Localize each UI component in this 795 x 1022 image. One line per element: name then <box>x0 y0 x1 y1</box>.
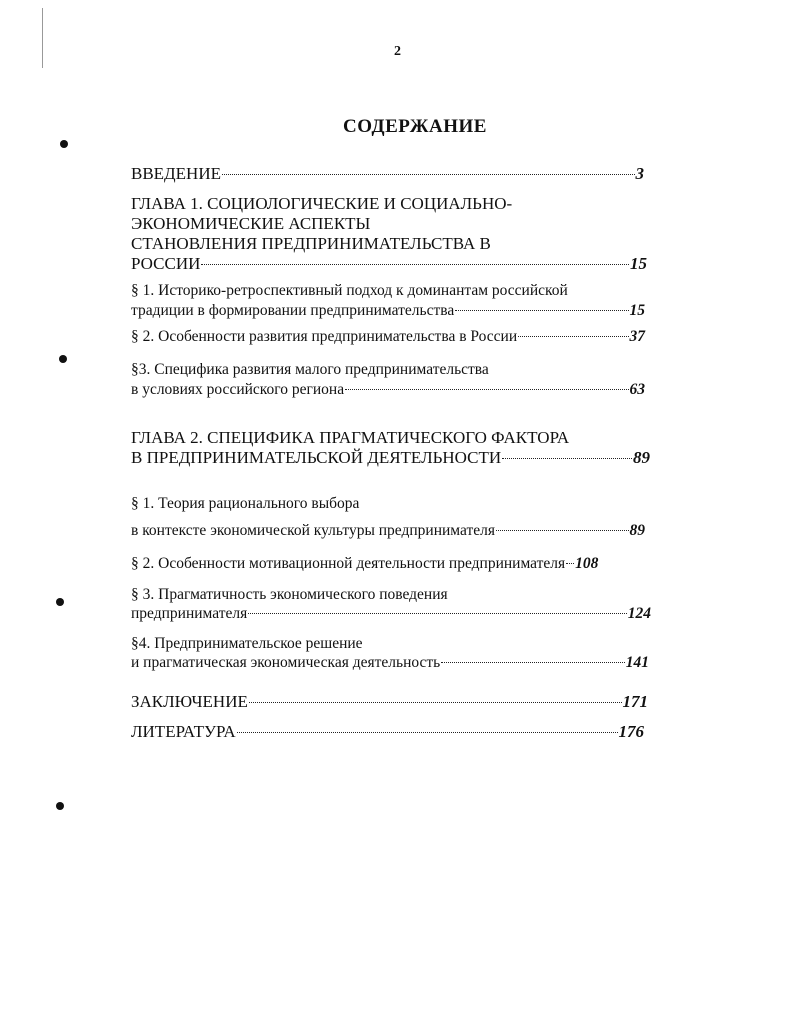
toc-entry-ch2-s1 <box>131 521 645 541</box>
toc-entry-label: в условиях российского региона <box>131 381 345 398</box>
dot-leader <box>441 662 625 663</box>
ch2-s4-line1: §4. Предпринимательское решение <box>131 635 363 652</box>
toc-entry-label: § 2. Особенности развития предпринимательства в России <box>131 328 518 345</box>
toc-entry-ch2-s4 <box>131 653 649 673</box>
toc-entry-ch1-s1 <box>131 301 645 321</box>
chapter1-title-line2: ЭКОНОМИЧЕСКИЕ АСПЕКТЫ <box>131 214 371 233</box>
toc-entry-label: § 2. Особенности мотивационной деятельности предпринимателя <box>131 555 566 572</box>
toc-entry-label: ЛИТЕРАТУРА <box>131 722 236 741</box>
toc-entry-ch1-s3 <box>131 380 645 400</box>
binding-hole-mark <box>59 355 67 363</box>
dot-leader <box>249 702 622 703</box>
toc-entry-page: 108 <box>575 555 599 572</box>
page-number: 2 <box>394 44 401 59</box>
toc-entry-page: 89 <box>629 522 645 539</box>
toc-entry-conclusion <box>131 692 648 712</box>
ch1-s1-line1: § 1. Историко-ретроспективный подход к доминантам российской <box>131 282 568 299</box>
dot-leader <box>248 613 627 614</box>
toc-entry-page: 63 <box>629 381 645 398</box>
toc-entry-page: 124 <box>627 605 651 622</box>
toc-entry-ch2-s2 <box>131 554 652 574</box>
ch2-s3-line1: § 3. Прагматичность экономического поведения <box>131 586 448 603</box>
chapter1-title-line1: ГЛАВА 1. СОЦИОЛОГИЧЕСКИЕ И СОЦИАЛЬНО- <box>131 194 513 213</box>
toc-entry-ch1-s2 <box>131 327 645 347</box>
toc-entry-page: 176 <box>618 722 644 741</box>
dot-leader <box>222 174 635 175</box>
toc-entry-label: традиции в формировании предпринимательства <box>131 302 455 319</box>
toc-entry-chapter2 <box>131 448 650 468</box>
binding-hole-mark <box>60 140 68 148</box>
dot-leader <box>455 310 628 311</box>
toc-entry-ch2-s3 <box>131 604 651 624</box>
toc-entry-chapter1 <box>131 254 647 274</box>
dot-leader <box>502 458 632 459</box>
dot-leader <box>345 389 628 390</box>
page-title: СОДЕРЖАНИЕ <box>343 116 487 137</box>
toc-entry-page: 37 <box>629 328 645 345</box>
binding-hole-mark <box>56 598 64 606</box>
toc-entry-literature <box>131 722 644 742</box>
dot-leader <box>566 563 574 564</box>
toc-entry-page: 15 <box>629 302 645 319</box>
toc-entry-intro <box>131 164 644 184</box>
dot-leader <box>518 336 628 337</box>
toc-entry-label: В ПРЕДПРИНИМАТЕЛЬСКОЙ ДЕЯТЕЛЬНОСТИ <box>131 448 502 467</box>
toc-entry-label: в контексте экономической культуры предпринимателя <box>131 522 495 539</box>
toc-entry-page: 89 <box>633 448 650 467</box>
ch1-s3-line1: §3. Специфика развития малого предпринимательства <box>131 361 489 378</box>
toc-entry-label: ЗАКЛЮЧЕНИЕ <box>131 692 248 711</box>
chapter2-title-line1: ГЛАВА 2. СПЕЦИФИКА ПРАГМАТИЧЕСКОГО ФАКТОРА <box>131 428 570 447</box>
dot-leader <box>496 530 629 531</box>
toc-entry-label: ВВЕДЕНИЕ <box>131 164 221 183</box>
toc-entry-page: 141 <box>625 654 649 671</box>
ch2-s1-line1: § 1. Теория рационального выбора <box>131 495 360 512</box>
toc-entry-page: 171 <box>622 692 648 711</box>
toc-entry-label: предпринимателя <box>131 605 248 622</box>
dot-leader <box>201 264 629 265</box>
toc-entry-page: 3 <box>635 164 644 183</box>
toc-entry-label: и прагматическая экономическая деятельность <box>131 654 441 671</box>
toc-entry-page: 15 <box>630 254 647 273</box>
dot-leader <box>237 732 618 733</box>
chapter1-title-line3: СТАНОВЛЕНИЯ ПРЕДПРИНИМАТЕЛЬСТВА В <box>131 234 491 253</box>
toc-entry-label: РОССИИ <box>131 254 201 273</box>
binding-hole-mark <box>56 802 64 810</box>
